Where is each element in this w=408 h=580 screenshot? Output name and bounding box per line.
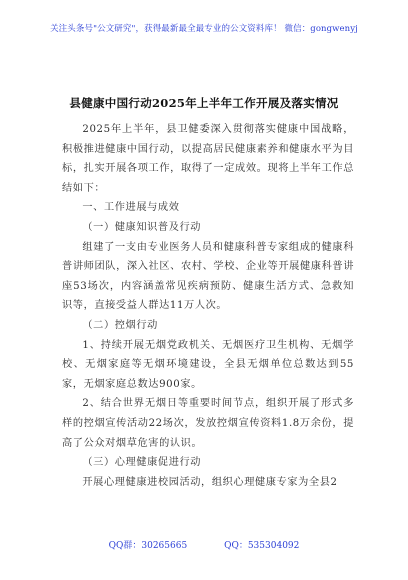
paragraph: 组建了一支由专业医务人员和健康科普专家组成的健康科普讲师团队，深入社区、农村、学校、企业等开展健康科普讲座53场次，内容涵盖常见疾病预防、健康生活方式、急救知识等，直接受益人群达11万人次。 [62,241,354,312]
list-item: 1、持续开展无烟党政机关、无烟医疗卫生机构、无烟学校、无烟家庭等无烟环境建设，全县无烟单位总数达到55家，无烟家庭总数达900家。 [62,339,354,390]
paragraph: 开展心理健康进校园活动，组织心理健康专家为全县2 [82,476,338,488]
footer-contact [0,538,408,551]
subsection-heading: （三）心理健康促进行动 [82,457,202,469]
header-banner: 关注头条号"公文研究"，获得最新最全最专业的公文资料库！ 微信：gongwenyj [50,24,358,34]
footer-qq-group: QQ群：30265665 [108,541,188,551]
document-body [62,120,354,492]
section-heading: 一、工作进展与成效 [82,202,180,214]
list-item: 2、结合世界无烟日等重要时间节点，组织开展了形式多样的控烟宣传活动22场次，发放控烟宣传资料1.8万余份，提高了公众对烟草危害的认识。 [62,398,354,449]
intro-paragraph: 2025年上半年，县卫健委深入贯彻落实健康中国战略，积极推进健康中国行动，以提高居民健康素养和健康水平为目标，扎实开展各项工作，取得了一定成效。现将上半年工作总结如下： [62,124,354,194]
footer-qq-number: QQ：535304092 [224,541,300,551]
subsection-heading: （一）健康知识普及行动 [82,221,202,233]
subsection-heading: （二）控烟行动 [82,319,158,331]
document-title: 县健康中国行动2025年上半年工作开展及落实情况 [69,96,339,110]
